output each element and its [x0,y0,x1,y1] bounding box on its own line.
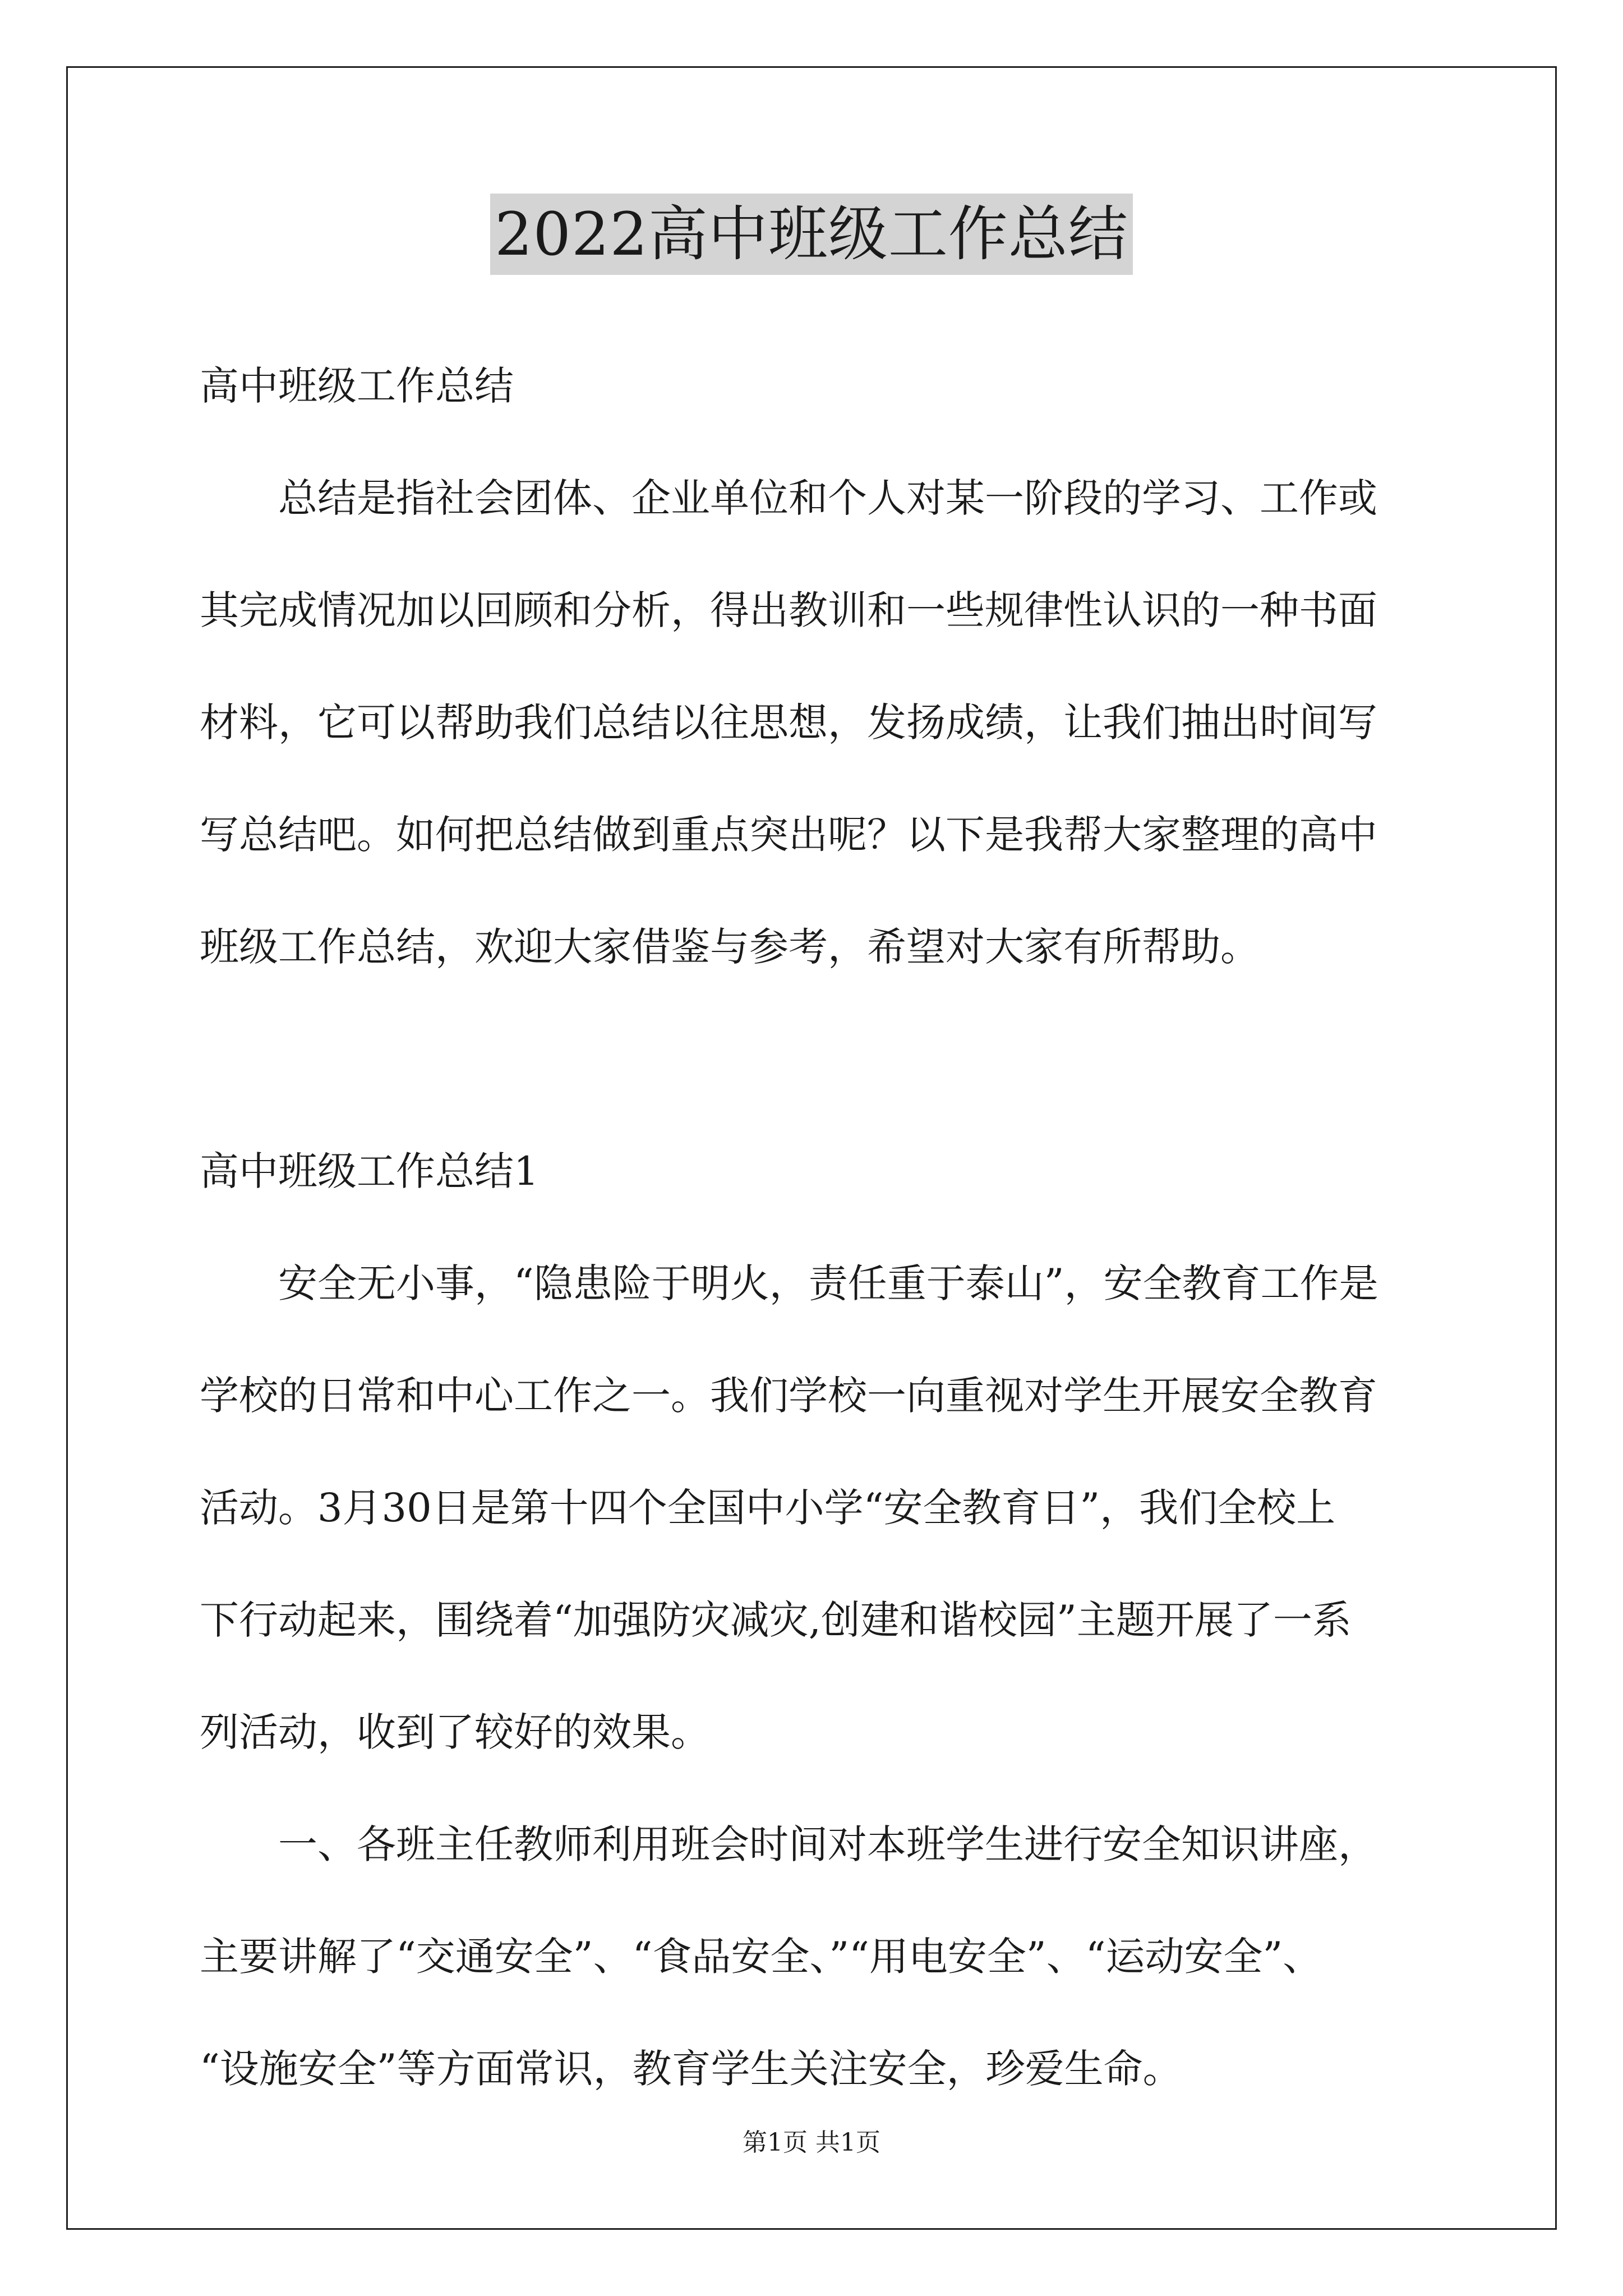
paragraph-line: 班级工作总结，欢迎大家借鉴与参考，希望对大家有所帮助。 [200,924,1260,970]
document-title: 2022高中班级工作总结 [490,194,1133,275]
paragraph-line: “设施安全”等方面常识，教育学生关注安全，珍爱生命。 [200,2046,1182,2092]
paragraph-line: 下行动起来，围绕着“加强防灾减灾,创建和谐校园”主题开展了一系 [200,1597,1352,1643]
section-heading: 高中班级工作总结1 [200,1148,539,1194]
document-body [200,330,1490,2125]
section-heading: 高中班级工作总结 [200,363,514,409]
paragraph-line: 安全无小事，“隐患险于明火，责任重于泰山”，安全教育工作是 [278,1260,1378,1306]
paragraph-line: 总结是指社会团体、企业单位和个人对某一阶段的学习、工作或 [278,475,1377,521]
paragraph-line: 一、各班主任教师利用班会时间对本班学生进行安全知识讲座， [278,1821,1377,1867]
page-footer: 第1页 共1页 [743,2128,880,2157]
paragraph-line: 材料，它可以帮助我们总结以往思想，发扬成绩，让我们抽出时间写 [200,700,1377,746]
paragraph-line: 学校的日常和中心工作之一。我们学校一向重视对学生开展安全教育 [200,1373,1377,1419]
paragraph-line: 活动。3月30日是第十四个全国中小学“安全教育日”，我们全校上 [200,1485,1336,1531]
paragraph-line: 其完成情况加以回顾和分析，得出教训和一些规律性认识的一种书面 [200,587,1377,633]
paragraph-gap [200,1003,1490,1115]
paragraph-line: 主要讲解了“交通安全”、“食品安全、”“用电安全”、“运动安全”、 [200,1934,1322,1980]
paragraph-line: 写总结吧。如何把总结做到重点突出呢？以下是我帮大家整理的高中 [200,812,1377,858]
paragraph-line: 列活动，收到了较好的效果。 [200,1709,710,1755]
title-container [0,194,1623,275]
